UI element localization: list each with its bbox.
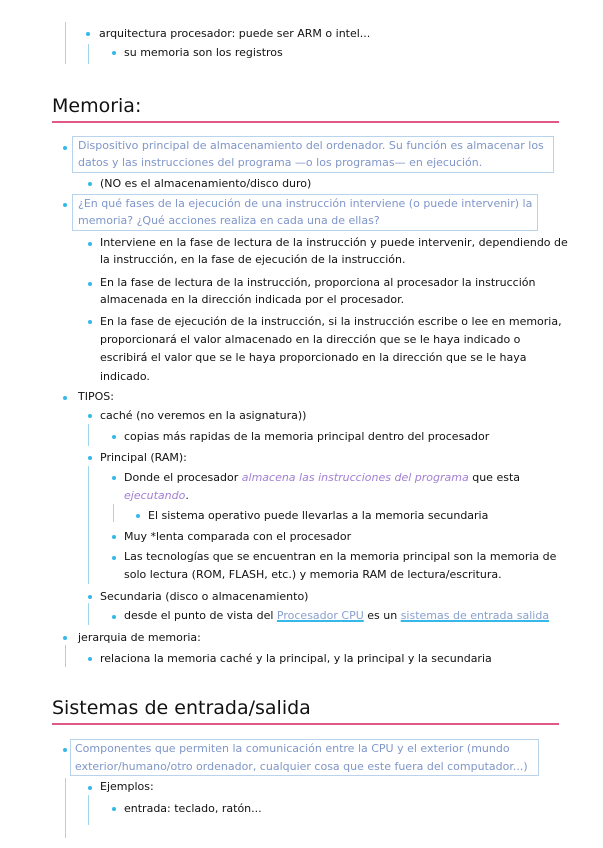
list-item: (NO es el almacenamiento/disco duro)	[100, 177, 312, 190]
list-item: Las tecnologías que se encuentran en la memoria principal son la memoria de	[124, 550, 557, 563]
indent-guide	[65, 645, 66, 667]
list-item: En la fase de ejecución de la instrucción, si la instrucción escribe o lee en memoria,	[100, 315, 562, 328]
bullet	[88, 595, 92, 599]
text-run: .	[185, 489, 189, 502]
link-sistemas-entrada-salida[interactable]: sistemas de entrada salida	[400, 609, 550, 622]
bullet	[88, 456, 92, 460]
indent-guide	[88, 795, 89, 825]
list-item: jerarquia de memoria:	[78, 631, 201, 644]
bullet	[88, 182, 92, 186]
heading-rule	[52, 121, 559, 123]
list-item: Componentes que permiten la comunicación entre la CPU y el exterior (mundo	[75, 742, 510, 755]
link-procesador-cpu[interactable]: Procesador CPU	[276, 609, 364, 622]
indent-guide	[65, 22, 66, 64]
indent-guide	[88, 44, 89, 64]
heading-rule	[52, 723, 559, 725]
bullet	[136, 514, 140, 518]
bullet	[112, 807, 116, 811]
indent-guide	[88, 603, 89, 625]
list-item-continued: almacenada en la dirección indicada por el procesador.	[100, 293, 405, 306]
bullet	[63, 203, 67, 207]
list-item-continued	[124, 487, 189, 504]
bullet	[112, 535, 116, 539]
bullet	[88, 786, 92, 790]
bullet	[88, 414, 92, 418]
list-item-continued: la instrucción, en la fase de ejecución de la instrucción.	[100, 253, 406, 266]
indent-guide	[65, 778, 66, 838]
list-item: Principal (RAM):	[100, 451, 187, 464]
list-item: TIPOS:	[78, 390, 114, 403]
list-item: El sistema operativo puede llevarlas a la memoria secundaria	[148, 509, 489, 522]
section-heading-memoria: Memoria:	[52, 95, 142, 117]
list-item: Secundaria (disco o almacenamiento)	[100, 590, 309, 603]
list-item-continued: escribirá el valor que se le haya proporcionado en la dirección que se le haya	[100, 351, 527, 364]
bullet	[112, 51, 116, 55]
bullet	[63, 636, 67, 640]
indent-guide	[88, 424, 89, 446]
bullet	[88, 242, 92, 246]
bullet	[63, 146, 67, 150]
list-item: arquitectura procesador: puede ser ARM o intel...	[99, 27, 371, 40]
bullet	[88, 320, 92, 324]
list-item-continued: datos y las instrucciones del programa —o los programas— en ejecución.	[78, 156, 483, 169]
list-item-continued: solo lectura (ROM, FLASH, etc.) y memoria RAM de lectura/escritura.	[124, 568, 502, 581]
list-item: ¿En qué fases de la ejecución de una instrucción interviene (o puede intervenir) la	[78, 197, 533, 210]
list-item: Ejemplos:	[100, 780, 154, 793]
list-item-continued: proporcionará el valor almacenado en la dirección que se le haya indicado o	[100, 333, 521, 346]
list-item-continued: memoria? ¿Qué acciones realiza en cada una de ellas?	[78, 214, 380, 227]
highlighted-text: ejecutando	[124, 489, 186, 502]
bullet	[112, 435, 116, 439]
section-heading-sistemas-es: Sistemas de entrada/salida	[52, 697, 311, 719]
indent-guide	[113, 504, 114, 522]
list-item: copias más rapidas de la memoria principal dentro del procesador	[124, 430, 490, 443]
bullet	[63, 748, 67, 752]
bullet	[112, 556, 116, 560]
list-item: En la fase de lectura de la instrucción, proporciona al procesador la instrucción	[100, 276, 536, 289]
bullet	[112, 615, 116, 619]
list-item-continued: exterior/humano/otro ordenador, cualquier cosa que este fuera del computador...)	[75, 760, 528, 773]
bullet	[88, 657, 92, 661]
list-item: entrada: teclado, ratón...	[124, 802, 262, 815]
list-item: Interviene en la fase de lectura de la instrucción y puede intervenir, dependiendo de	[100, 236, 568, 249]
list-item	[124, 469, 520, 486]
bullet	[88, 282, 92, 286]
list-item: Muy *lenta comparada con el procesador	[124, 530, 352, 543]
list-item	[124, 607, 549, 624]
bullet	[86, 32, 90, 36]
text-run: es un	[363, 609, 401, 622]
text-run: Donde el procesador	[124, 471, 242, 484]
list-item: Dispositivo principal de almacenamiento del ordenador. Su función es almacenar los	[78, 139, 544, 152]
indent-guide	[88, 466, 89, 584]
list-item-continued: indicado.	[100, 370, 150, 383]
list-item: su memoria son los registros	[124, 46, 283, 59]
text-run: que esta	[468, 471, 521, 484]
list-item: caché (no veremos en la asignatura))	[100, 409, 307, 422]
bullet	[112, 476, 116, 480]
list-item: relaciona la memoria caché y la principal, y la principal y la secundaria	[100, 652, 492, 665]
bullet	[63, 396, 67, 400]
text-run: desde el punto de vista del	[124, 609, 277, 622]
highlighted-text: almacena las instrucciones del programa	[241, 471, 469, 484]
